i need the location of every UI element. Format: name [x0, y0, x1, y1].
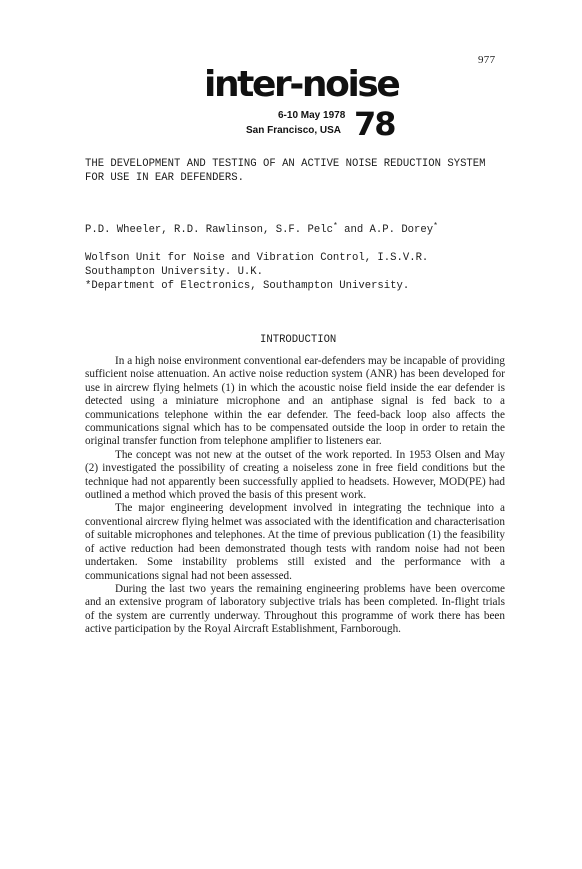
- author-footnote-mark: *: [332, 222, 338, 231]
- paragraph: During the last two years the remaining engineering problems have been overcome and an extensive program of laboratory subjective trials has been completed. In-flight trials of the system are currently underway. Throughout this programme of work there has been active participation by the Royal Aircraft Establishment, Farnborough.: [85, 582, 505, 636]
- section-heading: INTRODUCTION: [260, 334, 337, 346]
- author-footnote-mark: *: [433, 222, 438, 231]
- affiliation-line: Wolfson Unit for Noise and Vibration Control, I.S.V.R.: [85, 252, 429, 264]
- title-line: FOR USE IN EAR DEFENDERS.: [85, 172, 244, 184]
- authors-part: and A.P. Dorey: [337, 224, 434, 236]
- author-list: [85, 223, 438, 237]
- conference-logo: [204, 64, 404, 144]
- paragraph: The major engineering development involved in integrating the technique into a conventional aircrew flying helmet was associated with the identification and characterisation of suitable microphones and telephones. At the time of previous publication (1) the feasibility of active reduction had been demonstrated though tests with random noise had not been undertaken. Some instability problems still existed and the performance with a communications signal had not been assessed.: [85, 502, 505, 582]
- paragraph: The concept was not new at the outset of the work reported. In 1953 Olsen and May (2) investigated the possibility of creating a noiseless zone in free field conditions but the technique had not apparently been successfully applied to headsets. However, MOD(PE) had outlined a method which proved the basis of this present work.: [85, 448, 505, 502]
- paper-title: [85, 157, 486, 185]
- logo-dates: 6-10 May 1978: [278, 110, 346, 121]
- affiliation-line: *Department of Electronics, Southampton University.: [85, 280, 410, 292]
- affiliations: [85, 251, 428, 293]
- body-text: [85, 355, 505, 637]
- logo-place: San Francisco, USA: [246, 125, 342, 136]
- page-number: 977: [478, 54, 496, 66]
- logo-name: inter-noise: [204, 64, 399, 105]
- affiliation-line: Southampton University. U.K.: [85, 266, 264, 278]
- authors-part: P.D. Wheeler, R.D. Rawlinson, S.F. Pelc: [85, 224, 333, 236]
- logo-year: 78: [354, 105, 395, 143]
- title-line: THE DEVELOPMENT AND TESTING OF AN ACTIVE NOISE REDUCTION SYSTEM: [85, 158, 486, 170]
- paragraph: In a high noise environment conventional ear-defenders may be incapable of providing sufficient noise attenuation. An active noise reduction system (ANR) has been developed for use in aircrew flying helmets (1) in which the acoustic noise field inside the ear defender is detected using a miniature microphone and an antiphase signal is fed back to a communications telephone within the ear defender. The feed-back loop also affects the communications signal which has to be compensated outside the loop in order to retain the original transfer function from telephone amplifier to listeners ear.: [85, 355, 505, 448]
